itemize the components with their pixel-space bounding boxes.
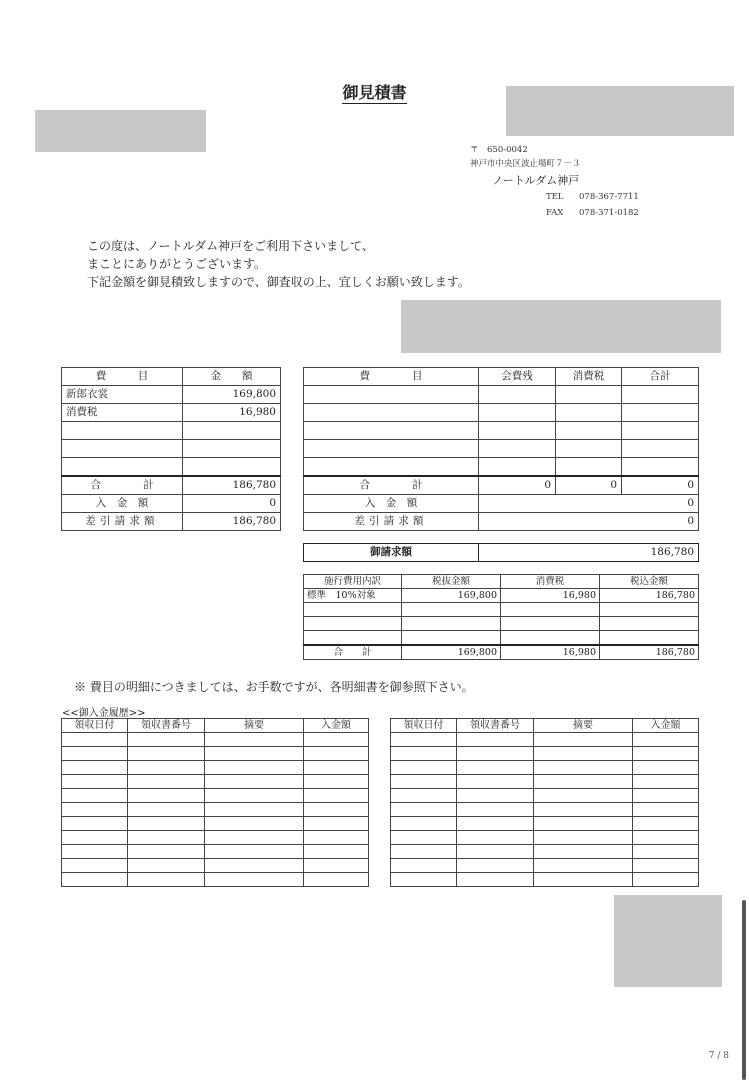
total-pre-tax: 169,800 (402, 645, 501, 660)
total-tax: 16,980 (501, 645, 600, 660)
deposit-label: 入 金 額 (304, 495, 479, 513)
table-row (391, 859, 699, 873)
header-payment-amount: 入金額 (304, 719, 369, 733)
header-receipt-number: 領収書番号 (128, 719, 205, 733)
table-row (391, 831, 699, 845)
invoice-amount-box (303, 543, 699, 562)
redacted-footer-block (614, 895, 722, 987)
payment-history-table-right (390, 718, 699, 887)
table-row (62, 873, 369, 887)
balance-label: 差引請求額 (304, 513, 479, 531)
header-tax: 消費税 (501, 575, 600, 589)
company-postal: 〒 650-0042 (470, 145, 528, 155)
header-receipt-date: 領収日付 (391, 719, 457, 733)
rate-label: 標準 10%対象 (304, 589, 402, 603)
table-row (62, 404, 281, 422)
header-summary: 摘要 (534, 719, 633, 733)
total-label: 合 計 (304, 476, 479, 495)
intro-line: 下記金額を御見積致しますので、御査収の上、宜しくお願い致します。 (87, 275, 470, 289)
tax-value: 16,980 (501, 589, 600, 603)
vertical-scrollbar[interactable] (742, 900, 746, 1080)
page-number: 7 / 8 (708, 1051, 729, 1061)
intro-line: この度は、ノートルダム神戸をご利用下さいまして、 (87, 239, 374, 253)
tax-breakdown-table (303, 574, 699, 660)
table-row (62, 761, 369, 775)
pre-tax-value: 169,800 (402, 589, 501, 603)
company-address: 神戸市中央区波止場町７－３ (470, 159, 581, 169)
table-row (304, 404, 699, 422)
table-row (391, 733, 699, 747)
table-row (62, 440, 281, 458)
table-row (62, 386, 281, 404)
table-row (62, 747, 369, 761)
total-tax: 0 (556, 476, 622, 495)
table-row (304, 589, 699, 603)
table-row (304, 440, 699, 458)
header-breakdown: 施行費用内訳 (304, 575, 402, 589)
balance-value: 0 (479, 513, 699, 531)
table-row (304, 603, 699, 617)
table-row (391, 789, 699, 803)
company-name: ノートルダム神戸 (492, 174, 580, 187)
tax-included-value: 186,780 (600, 589, 699, 603)
header-payment-amount: 入金額 (633, 719, 699, 733)
header-remaining: 会費残 (479, 368, 556, 386)
table-row (62, 775, 369, 789)
header-total: 合計 (622, 368, 699, 386)
redacted-header-block (506, 86, 734, 136)
table-row (62, 803, 369, 817)
table-row (391, 761, 699, 775)
table-row (391, 845, 699, 859)
invoice-amount: 186,780 (479, 544, 699, 562)
company-fax: 078-371-0182 (579, 208, 639, 218)
detail-note: ※ 費目の明細につきましては、お手数ですが、各明細書を御参照下さい。 (74, 680, 474, 694)
left-estimate-table (61, 367, 281, 531)
table-row (304, 631, 699, 646)
table-row (62, 458, 281, 477)
item-name: 消費税 (62, 404, 183, 422)
header-receipt-date: 領収日付 (62, 719, 128, 733)
table-row (304, 422, 699, 440)
payment-history-label: <<御入金履歴>> (62, 708, 146, 719)
header-tax: 消費税 (556, 368, 622, 386)
table-row (391, 873, 699, 887)
header-pre-tax: 税抜金額 (402, 575, 501, 589)
deposit-value: 0 (479, 495, 699, 513)
header-summary: 摘要 (205, 719, 304, 733)
total-label: 合 計 (62, 476, 183, 495)
invoice-label: 御請求額 (304, 544, 479, 562)
redacted-stamp-area (401, 300, 721, 353)
table-row (62, 831, 369, 845)
table-row (304, 386, 699, 404)
table-row (62, 733, 369, 747)
table-row (62, 789, 369, 803)
balance-value: 186,780 (183, 513, 281, 531)
company-tel: 078-367-7711 (579, 192, 639, 202)
header-item: 費 目 (304, 368, 479, 386)
table-row (391, 775, 699, 789)
deposit-value: 0 (183, 495, 281, 513)
total-label: 合 計 (304, 645, 402, 660)
page-title: 御見積書 (342, 83, 407, 102)
item-amount: 169,800 (183, 386, 281, 404)
redacted-recipient (35, 110, 206, 152)
right-estimate-table (303, 367, 699, 531)
header-item: 費 目 (62, 368, 183, 386)
payment-history-table-left (61, 718, 369, 887)
table-row (304, 617, 699, 631)
header-tax-included: 税込金額 (600, 575, 699, 589)
balance-label: 差引請求額 (62, 513, 183, 531)
table-row (304, 458, 699, 477)
intro-line: まことにありがとうございます。 (87, 257, 267, 271)
company-tel-label: TEL (546, 192, 564, 202)
table-row (62, 859, 369, 873)
deposit-label: 入 金 額 (62, 495, 183, 513)
item-name: 新郎衣裳 (62, 386, 183, 404)
total-tax-included: 186,780 (600, 645, 699, 660)
table-row (391, 747, 699, 761)
header-amount: 金 額 (183, 368, 281, 386)
total-remaining: 0 (479, 476, 556, 495)
intro-text (87, 237, 470, 291)
total-sum: 0 (622, 476, 699, 495)
header-receipt-number: 領収書番号 (457, 719, 534, 733)
company-fax-label: FAX (546, 208, 564, 218)
item-amount: 16,980 (183, 404, 281, 422)
table-row (391, 817, 699, 831)
table-row (62, 422, 281, 440)
total-value: 186,780 (183, 476, 281, 495)
table-row (62, 845, 369, 859)
table-row (391, 803, 699, 817)
table-row (62, 817, 369, 831)
